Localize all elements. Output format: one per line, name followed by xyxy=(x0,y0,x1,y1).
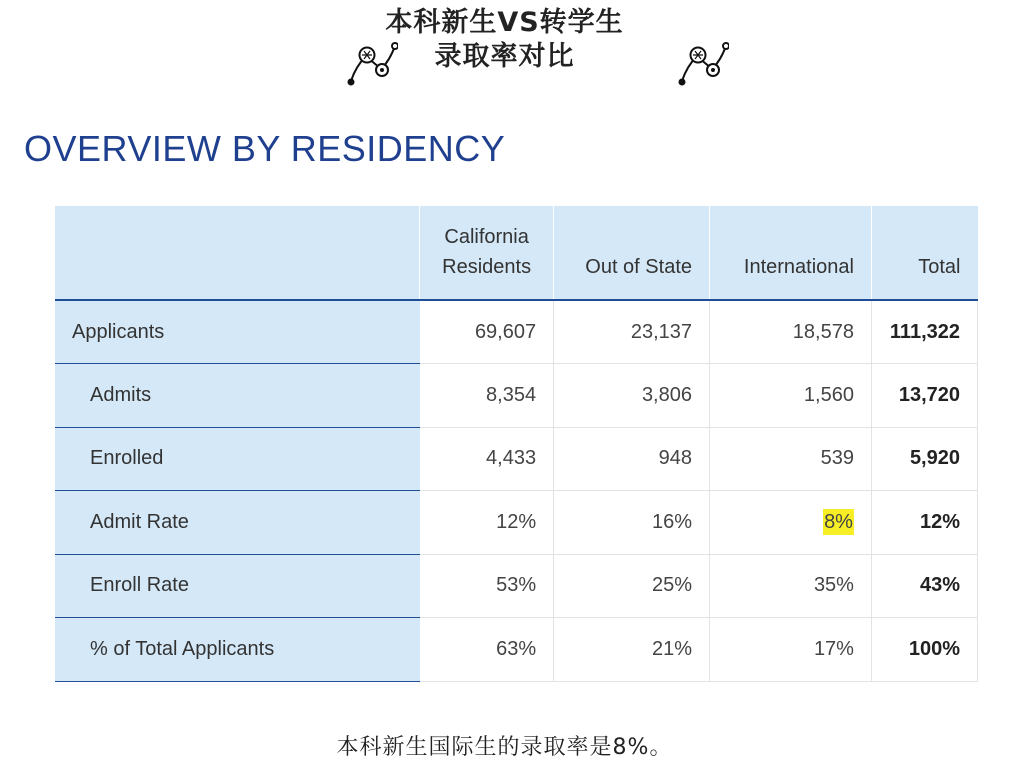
section-title: OVERVIEW BY RESIDENCY xyxy=(24,128,506,169)
cell-california: 8,354 xyxy=(420,364,554,428)
row-label-admits: Admits xyxy=(55,364,420,428)
header-title-line-1: 本科新生VS转学生 xyxy=(385,7,624,38)
cell-international: 35% xyxy=(710,554,872,618)
row-label-enroll-rate: Enroll Rate xyxy=(55,554,420,618)
table-row xyxy=(55,554,978,618)
cell-international-highlighted xyxy=(710,491,872,555)
column-header-empty xyxy=(55,206,420,300)
cell-california: 63% xyxy=(420,618,554,682)
cell-california: 4,433 xyxy=(420,427,554,491)
molecule-icon xyxy=(677,42,729,86)
table-row xyxy=(55,618,978,682)
column-header-label-line: Residents xyxy=(442,256,532,278)
cell-international: 1,560 xyxy=(710,364,872,428)
column-header-out-of-state: Out of State xyxy=(554,206,710,300)
table-row xyxy=(55,364,978,428)
cell-total: 100% xyxy=(871,618,977,682)
highlight-marker: 8% xyxy=(824,510,853,533)
row-label-admit-rate: Admit Rate xyxy=(55,491,420,555)
column-header-international: International xyxy=(710,206,872,300)
residency-table-container xyxy=(55,206,978,682)
row-label-enrolled: Enrolled xyxy=(55,427,420,491)
column-header-total: Total xyxy=(871,206,977,300)
header-title-line-2: 录取率对比 xyxy=(434,41,575,72)
cell-total: 12% xyxy=(871,491,977,555)
column-header-california-residents xyxy=(420,206,554,300)
cell-california: 12% xyxy=(420,491,554,555)
cell-total: 43% xyxy=(871,554,977,618)
cell-total: 13,720 xyxy=(871,364,977,428)
cell-international: 539 xyxy=(710,427,872,491)
row-label-applicants: Applicants xyxy=(55,300,420,364)
cell-out-of-state: 25% xyxy=(554,554,710,618)
cell-out-of-state: 21% xyxy=(554,618,710,682)
table-row xyxy=(55,491,978,555)
cell-out-of-state: 3,806 xyxy=(554,364,710,428)
header-title xyxy=(0,6,1009,74)
table-header-row xyxy=(55,206,978,300)
table-row xyxy=(55,300,978,364)
column-header-label-line: California xyxy=(444,226,529,248)
molecule-icon xyxy=(346,42,398,86)
cell-california: 53% xyxy=(420,554,554,618)
cell-total: 111,322 xyxy=(871,300,977,364)
residency-table xyxy=(55,206,978,682)
row-label-percent-of-total: % of Total Applicants xyxy=(55,618,420,682)
cell-out-of-state: 16% xyxy=(554,491,710,555)
cell-out-of-state: 948 xyxy=(554,427,710,491)
cell-out-of-state: 23,137 xyxy=(554,300,710,364)
table-row xyxy=(55,427,978,491)
cell-california: 69,607 xyxy=(420,300,554,364)
cell-international: 17% xyxy=(710,618,872,682)
caption-text: 本科新生国际生的录取率是8%。 xyxy=(336,735,673,760)
cell-total: 5,920 xyxy=(871,427,977,491)
cell-international: 18,578 xyxy=(710,300,872,364)
